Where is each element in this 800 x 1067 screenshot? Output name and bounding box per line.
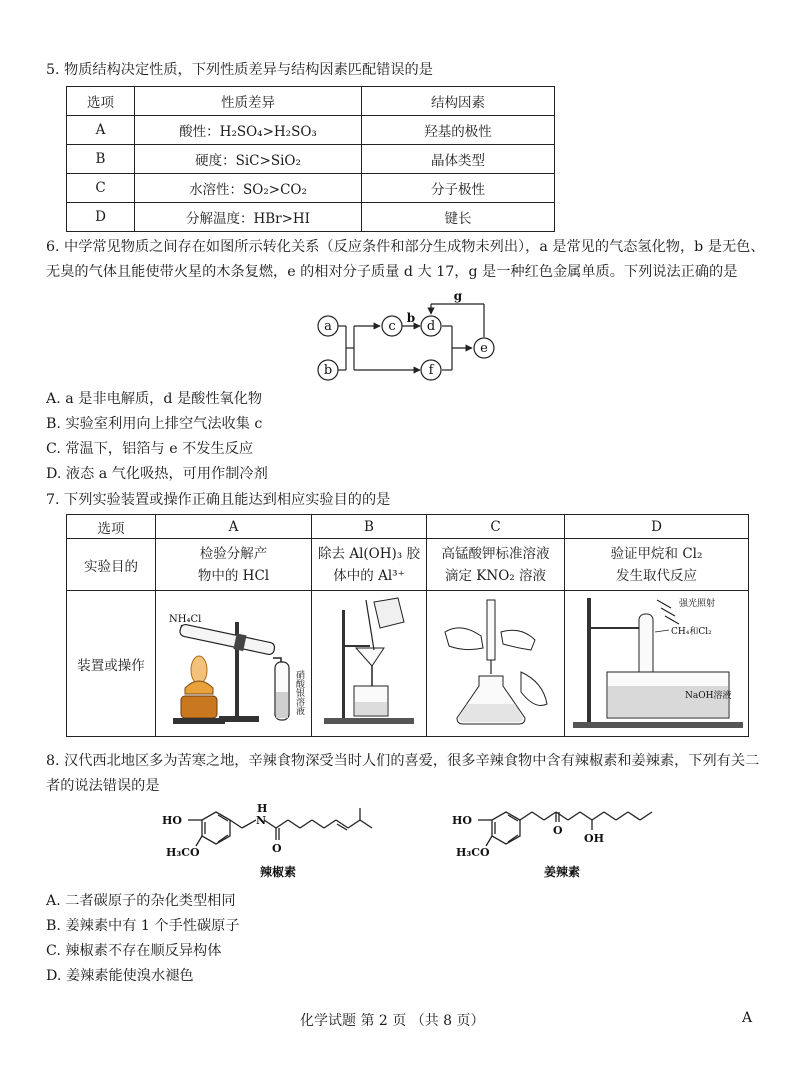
capsaicin-name: 辣椒素 [260, 865, 297, 879]
property-cell: 硬度：SiC>SiO₂ [135, 145, 362, 174]
apparatus-b [312, 591, 427, 737]
gingerol-name: 姜辣素 [544, 865, 581, 879]
ho-label: HO [162, 814, 182, 827]
node-d-label: d [426, 319, 436, 334]
reagent-g-label: g [453, 289, 463, 303]
table-header-cell: 选项 [67, 87, 135, 116]
table-header-cell: A [156, 515, 312, 539]
purpose-line: 物中的 HCl [197, 567, 270, 584]
h3co-label: H₃CO [166, 846, 200, 859]
table-header-cell: 结构因素 [362, 87, 555, 116]
q6-stem-line2: 无臭的气体且能使带火星的木条复燃，e 的相对分子质量 d 大 17，g 是一种红色金属单质。下列说法正确的是 [46, 264, 738, 280]
apparatus-a [156, 591, 312, 737]
hydroxyl-label: OH [584, 832, 604, 845]
paper-version-label: A [742, 1010, 753, 1026]
node-f-label: f [428, 363, 434, 378]
node-e-label: e [480, 341, 488, 356]
option-cell: C [67, 174, 135, 203]
table-row [67, 203, 555, 232]
q5-stem: 5. 物质结构决定性质，下列性质差异与结构因素匹配错误的是 [46, 62, 433, 78]
property-cell: 水溶性：SO₂>CO₂ [135, 174, 362, 203]
purpose-line: 除去 Al(OH)₃ 胶 [318, 545, 420, 562]
oxygen-label: O [272, 842, 282, 855]
node-b-label: b [323, 363, 333, 378]
ch4-cl2-label: CH₄和Cl₂ [670, 626, 712, 637]
q6-option-a: A. a 是非电解质，d 是酸性氧化物 [46, 391, 263, 407]
apparatus-label: 装置或操作 [67, 591, 156, 737]
table-row [67, 174, 555, 203]
nitrogen-label: N [256, 814, 267, 827]
filtration-apparatus-figure [314, 592, 424, 732]
purpose-line: 滴定 KNO₂ 溶液 [445, 567, 546, 584]
q8-option-b: B. 姜辣素中有 1 个手性碳原子 [46, 918, 240, 934]
table-header-cell: B [312, 515, 427, 539]
q8-option-a: A. 二者碳原子的杂化类型相同 [46, 893, 236, 909]
q6-option-c: C. 常温下，铝箔与 e 不发生反应 [46, 441, 254, 457]
titration-figure [431, 592, 561, 732]
table-header-cell: 性质差异 [135, 87, 362, 116]
q6-option-b: B. 实验室利用向上排空气法收集 c [46, 416, 263, 432]
nitric-silver-label: 硝酸银溶液 [293, 669, 304, 715]
property-cell: 分解温度：HBr>HI [135, 203, 362, 232]
table-row [67, 539, 749, 591]
purpose-a [156, 539, 312, 591]
q6-stem-line1: 6. 中学常见物质之间存在如图所示转化关系（反应条件和部分生成物未列出），a 是常见的气态氢化物，b 是无色、 [46, 239, 765, 255]
table-header-cell: 选项 [67, 515, 156, 539]
page-footer: 化学试题 第 2 页 （共 8 页） [300, 1013, 485, 1029]
property-cell: 酸性：H₂SO₄>H₂SO₃ [135, 116, 362, 145]
q7-table [66, 514, 749, 737]
q5-table [66, 86, 555, 232]
apparatus-d [565, 591, 749, 737]
purpose-d [565, 539, 749, 591]
nh4cl-label: NH₄Cl [168, 613, 201, 625]
table-header-cell: C [427, 515, 565, 539]
node-c-label: c [388, 319, 396, 334]
purpose-label: 实验目的 [67, 539, 156, 591]
node-a-label: a [324, 319, 332, 334]
q7-stem: 7. 下列实验装置或操作正确且能达到相应实验目的的是 [46, 492, 391, 508]
carbonyl-oxygen-label: O [553, 824, 563, 837]
reagent-b-label: b [406, 311, 416, 325]
cause-cell: 晶体类型 [362, 145, 555, 174]
capsaicin-structure [160, 798, 400, 884]
table-header-row [67, 87, 555, 116]
substitution-reaction-figure [567, 592, 747, 732]
table-row [67, 145, 555, 174]
q8-stem-line2: 者的说法错误的是 [46, 778, 160, 794]
table-row [67, 591, 749, 737]
table-header-cell: D [565, 515, 749, 539]
table-row [67, 116, 555, 145]
ho-label: HO [452, 814, 472, 827]
h3co-label: H₃CO [456, 846, 490, 859]
purpose-b [312, 539, 427, 591]
purpose-line: 高锰酸钾标准溶液 [441, 545, 550, 562]
purpose-line: 发生取代反应 [616, 567, 697, 584]
heating-apparatus-figure [159, 592, 309, 732]
q8-option-d: D. 姜辣素能使溴水褪色 [46, 968, 194, 984]
naoh-solution-label: NaOH溶液 [684, 690, 731, 701]
purpose-line: 检验分解产 [199, 545, 268, 562]
purpose-line: 验证甲烷和 Cl₂ [610, 545, 703, 562]
option-cell: A [67, 116, 135, 145]
option-cell: B [67, 145, 135, 174]
cause-cell: 羟基的极性 [362, 116, 555, 145]
strong-light-label: 强光照射 [678, 598, 715, 609]
hydrogen-label: H [257, 802, 268, 815]
q8-option-c: C. 辣椒素不存在顺反异构体 [46, 943, 222, 959]
purpose-line: 体中的 Al³⁺ [333, 567, 405, 584]
option-cell: D [67, 203, 135, 232]
cause-cell: 分子极性 [362, 174, 555, 203]
q8-stem-line1: 8. 汉代西北地区多为苦寒之地，辛辣食物深受当时人们的喜爱，很多辛辣食物中含有辣椒素和姜辣素，下列有关二 [46, 753, 760, 769]
apparatus-c [427, 591, 565, 737]
cause-cell: 键长 [362, 203, 555, 232]
q6-option-d: D. 液态 a 气化吸热，可用作制冷剂 [46, 466, 268, 482]
purpose-c [427, 539, 565, 591]
conversion-diagram [310, 288, 510, 384]
table-header-row [67, 515, 749, 539]
gingerol-structure [450, 798, 680, 884]
